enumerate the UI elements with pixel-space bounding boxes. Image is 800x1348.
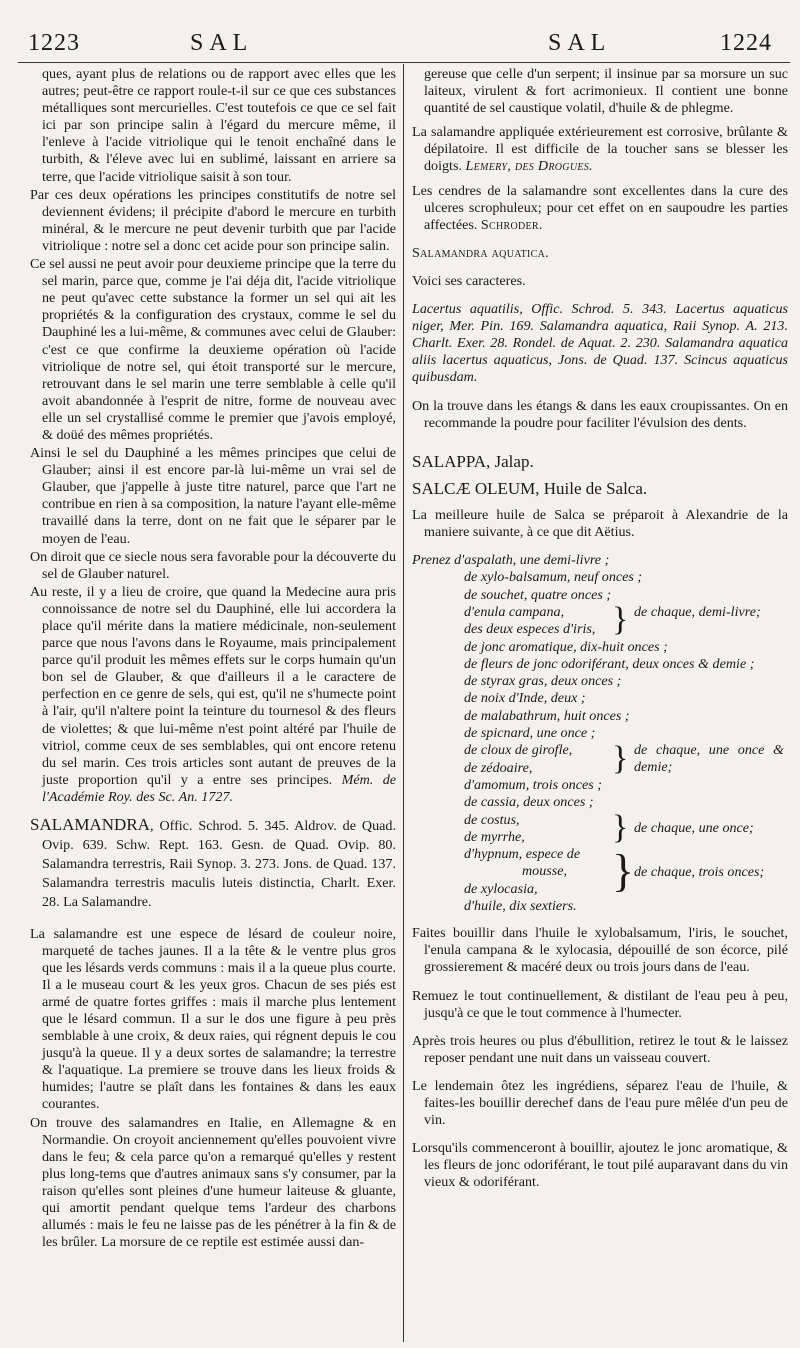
brace-note: de chaque, une once & demie; <box>634 742 784 776</box>
paragraph-text: Les cendres de la salamandre sont excellentes dans la cure des ulceres scrophuleux; pour cet effet on en saupoudre les parties affectées. <box>412 182 788 233</box>
paragraph: On trouve des salamandres en Italie, en Allemagne & en Normandie. On croyoit anciennement qu'elles pouvoient vivre dans le feu; & cela parce qu'on a remarqué qu'elles y restent plus long-tems que d'autres animaux sans s'y consumer, par la raison qu'elles sont pleines d'une humeur laiteuse & gluante, qui amortit pendant quelque tems l'ardeur des charbons allumés : mais le feu ne laisse pas de les pénétrer à la fin & de les brûler. La morsure de ce reptile est estimée aussi dan- <box>30 1114 396 1251</box>
recipe-item: d'enula campana, <box>464 603 565 620</box>
subentry-title: Salamandra aquatica. <box>412 244 549 261</box>
recipe-item: de myrrhe, <box>464 828 525 845</box>
recipe-item: de noix d'Inde, deux ; <box>464 690 586 707</box>
recipe-item: de styrax gras, deux onces ; <box>464 673 622 690</box>
entry-salamandra <box>30 816 396 911</box>
paragraph <box>412 183 788 234</box>
column-divider <box>403 64 404 1342</box>
paragraph: Voici ses caracteres. <box>412 272 526 289</box>
brace-symbol: } <box>612 601 629 639</box>
source-citation: Lemery, des Drogues. <box>465 158 593 175</box>
running-title-left: SAL <box>190 30 254 56</box>
recipe-item: de xylo-balsamum, neuf onces ; <box>464 569 643 586</box>
recipe-item: de zédoaire, <box>464 759 533 776</box>
page-header <box>18 30 782 64</box>
recipe-item: Prenez d'aspalath, une demi-livre ; <box>412 552 610 569</box>
paragraph: Faites bouillir dans l'huile le xylobalsamum, l'iris, le souchet, l'enula campana & le xylocasia, dépouillé de son écorce, pilé grossierement & macéré deux ou trois jours dans de l'eau. <box>412 925 788 976</box>
header-rule <box>18 62 790 63</box>
paragraph: Ainsi le sel du Dauphiné a les mêmes principes que celui de Glauber; ainsi il est encore par-là lui-même un vrai sel de Glauber, que j'appelle à juste titre naturel, parce que l'art ne contribue en rien à sa composition, la nature l'ayant elle-même travaillé dans la terre, dont on ne fait que le séparer par le moyen de l'eau. <box>30 445 396 547</box>
recipe-item: mousse, <box>522 863 568 880</box>
paragraph <box>412 124 788 175</box>
source-citation: Mém. de l'Académie Roy. des Sc. An. 1727. <box>42 771 396 805</box>
recipe-item: de malabathrum, huit onces ; <box>464 707 630 724</box>
entry-references: , Offic. Schrod. 5. 345. Aldrov. de Quad. Ovip. 639. Schw. Rept. 163. Gesn. de Quad. Ovip. 80. Salamandra terrestris, Raii Synop. 3. 273. Jons. de Quad. 137. Salamandra terrestris maculis luteis distinctia, Charlt. Exer. 28. La Salamandre. <box>42 818 396 911</box>
paragraph: La meilleure huile de Salca se préparoit à Alexandrie de la maniere suivante, à ce que dit Aëtius. <box>412 506 788 540</box>
entry-title: SALAMANDRA <box>30 815 150 835</box>
page-number-left: 1223 <box>28 30 80 56</box>
paragraph: On la trouve dans les étangs & dans les eaux croupissantes. On en recommande la poudre pour faciliter l'évulsion des dents. <box>412 397 788 431</box>
right-column <box>412 66 788 1344</box>
recipe-item: de xylocasia, <box>464 880 538 897</box>
recipe-item: de souchet, quatre onces ; <box>464 586 612 603</box>
paragraph: Lorsqu'ils commenceront à bouillir, ajoutez le jonc aromatique, & les fleurs de jonc odoriférant, le tout pilé auparavant dans du vin vieux & odoriférant. <box>412 1140 788 1191</box>
brace-note: de chaque, demi-livre; <box>634 604 761 621</box>
entry-salcae-oleum: SALCÆ OLEUM, Huile de Salca. <box>412 478 648 498</box>
brace-symbol: } <box>612 740 629 778</box>
source-citation: Schroder. <box>480 216 543 233</box>
paragraph-text: La salamandre appliquée extérieurement est corrosive, brûlante & dépilatoire. Il est difficile de la toucher sans se blesser les doigts. <box>412 124 788 175</box>
recipe-item: de cloux de girofle, <box>464 742 573 759</box>
paragraph: Ce sel aussi ne peut avoir pour deuxieme principe que la terre du sel marin, parce que, comme je l'ai déja dit, l'acide vitriolique ne peut qu'avec cette substance la former un sel qui ait les propriétés & la configuration des crystaux, comme le sel du Dauphiné les a lui-même, & communes avec celui de Glauber: c'est ce que confirme la deuxieme opération où l'acide vitriolique de notre sel, qui étoit transporté sur le mercure, retrouvant dans le sel marin une terre semblable à celle qu'il avoit abandonnée à l'esprit de nitre, forme de nouveau avec elle un sel crystallisé comme le premier que j'avois employé, & doüé des mêmes propriétés. <box>30 256 396 443</box>
paragraph: Après trois heures ou plus d'ébullition, retirez le tout & le laissez reposer pendant une nuit dans un vaisseau couvert. <box>412 1032 788 1066</box>
recipe-item: de spicnard, une once ; <box>464 725 596 742</box>
recipe-item: de jonc aromatique, dix-huit onces ; <box>464 638 668 655</box>
paragraph: Remuez le tout continuellement, & distilant de l'eau peu à peu, jusqu'à ce que le tout commence à l'humecter. <box>412 987 788 1021</box>
recipe-item: de fleurs de jonc odoriférant, deux onces & demie ; <box>464 655 755 672</box>
left-column <box>30 66 396 1344</box>
recipe-item: d'amomum, trois onces ; <box>464 776 602 793</box>
paragraph: Le lendemain ôtez les ingrédiens, séparez l'eau de l'huile, & faites-les bouillir derechef dans de l'eau pure mêlée d'un peu de vin. <box>412 1077 788 1129</box>
brace-note: de chaque, une once; <box>634 820 754 837</box>
paragraph: La salamandre est une espece de lésard de couleur noire, marqueté de taches jaunes. Il a la tête & le ventre plus gros que les lésards verds communs : mais il a la queue plus courte. Il a le museau court & les yeux gros. Chacun de ses piés est armé de quatre fortes griffes : mais il marche plus lentement que le lésard commun. Il a sur le dos une figure à peu près semblable à une croix, & deux raies, qui régnent depuis le cou jusqu'à la queue. Il y a deux sortes de salamandre; la terrestre & l'aquatique. La premiere se trouve dans les lieux froids & humides; l'autre se plaît dans les fontaines & dans les eaux courantes. <box>30 925 396 1113</box>
recipe-item: d'huile, dix sextiers. <box>464 898 577 914</box>
paragraph-text: Au reste, il y a lieu de croire, que quand la Medecine aura pris connoissance de notre sel du Dauphiné, elle lui accordera la place qu'il mérite dans la matiere médicinale, non-seulement parce que nous l'avons dans le Royaume, mais principalement parce qu'il produit les mêmes effets sur le corps humain qu'un bon sel de Glauber, & que d'ailleurs il a le caractere de perfection en ce genre de sels, qui est, qu'il ne s'humecte point à l'air, qu'il n'altere point la teinture du tournesol & des fleurs de violettes; & que lui-même n'est point altéré par l'huile de vitriol, comme ceux de ses semblables, qui ont encore retenu du sel marin. Ces trois articles sont autant de preuves de la juste proportion qu'il y a entre ses principes. <box>30 583 396 788</box>
running-title-right: SAL <box>548 30 612 56</box>
paragraph-references: Lacertus aquatilis, Offic. Schrod. 5. 343. Lacertus aquaticus niger, Mer. Pin. 169. Salamandra aquatica, Raii Synop. A. 213. Charlt. Exer. 28. Rondel. de Aquat. 2. 230. Salamandra aquatica aliis lacertus aquaticus, Jons. de Quad. 137. Scincus aquaticus quibusdam. <box>412 301 788 386</box>
brace-symbol: } <box>612 809 629 847</box>
entry-salappa: SALAPPA, Jalap. <box>412 451 534 471</box>
paragraph: On diroit que ce siecle nous sera favorable pour la découverte du sel de Glauber naturel. <box>30 548 396 582</box>
brace-symbol: } <box>612 845 635 897</box>
paragraph: Par ces deux opérations les principes constitutifs de notre sel deviennent évidens; il précipite d'abord le mercure en turbith minéral, & le mercure ne peut devenir turbith que par l'acide vitriolique : notre sel a donc cet acide pour son principe salin. <box>30 186 396 254</box>
paragraph <box>30 584 396 806</box>
brace-note: de chaque, trois onces; <box>634 864 765 881</box>
paragraph: gereuse que celle d'un serpent; il insinue par sa morsure un suc laiteux, virulent & fort acrimonieux. Il contient une bonne quantité de sel caustique volatil, d'huile & de phlegme. <box>424 66 788 117</box>
recipe-list <box>412 552 788 915</box>
recipe-item: des deux especes d'iris, <box>464 621 596 638</box>
recipe-item: de cassia, deux onces ; <box>464 794 594 811</box>
page-number-right: 1224 <box>720 30 772 56</box>
paragraph: ques, ayant plus de relations ou de rapport avec elles que les autres; peut-être ce rapport roule-t-il sur ce que ces substances métalliques sont mercurielles. C'est toutefois ce que ce sel fait ici par son principe salin à l'égard du mercure même, il l'enleve à l'acide vitriolique qui le tenoit enchaîné dans le turbith, & l'éleve avec lui en sublimé, laissant en arriere sa terre, que l'acide vitriolique saisit à son tour. <box>42 66 396 185</box>
recipe-item: de costus, <box>464 811 520 828</box>
recipe-item: d'hypnum, espece de <box>464 846 581 863</box>
